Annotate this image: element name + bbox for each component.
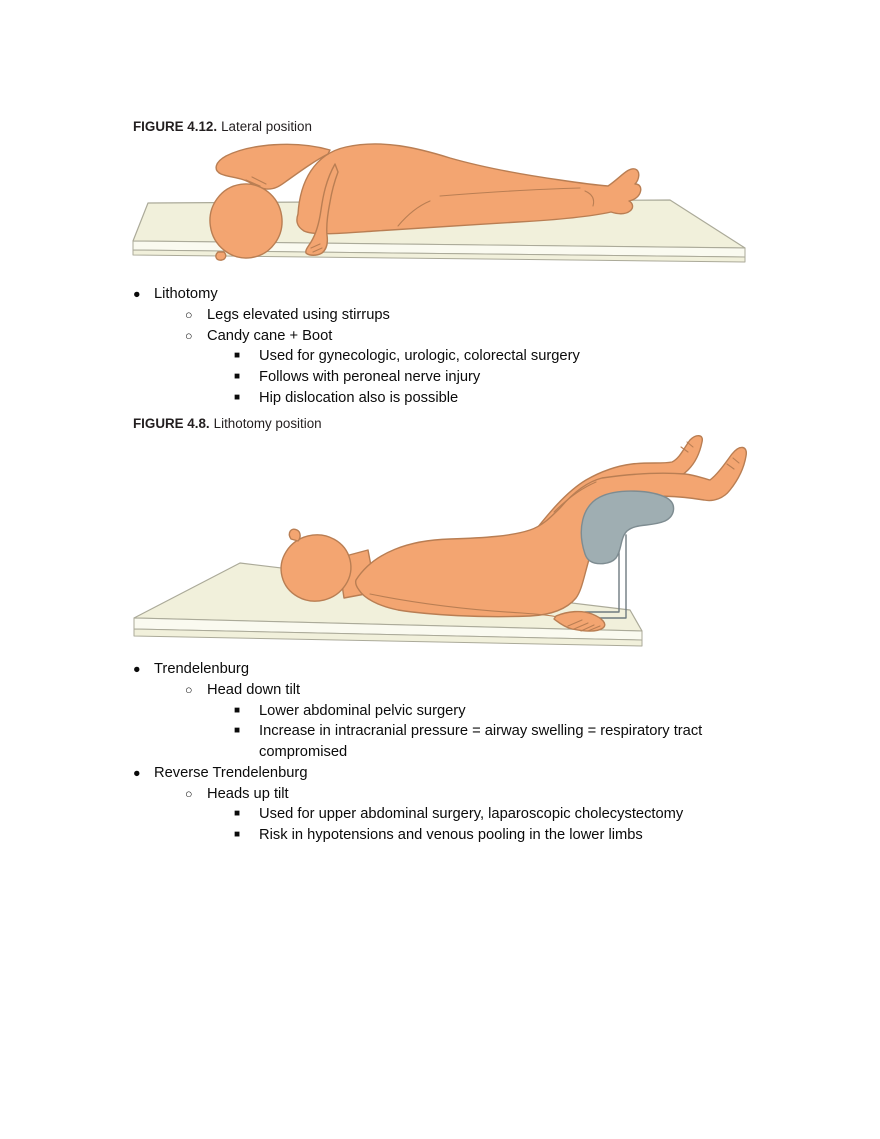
list-item	[133, 804, 749, 825]
list-item	[133, 825, 749, 846]
list-item-text: Hip dislocation also is possible	[259, 389, 459, 406]
patient-nose	[289, 529, 300, 541]
bullet-square-icon: ■	[234, 350, 241, 362]
bullet-disc-icon: ●	[133, 765, 141, 780]
bullet-square-icon: ■	[234, 371, 241, 382]
list-item-text: Risk in hypotensions and venous pooling in the lower limbs	[259, 827, 643, 843]
figure1-label: FIGURE 4.12.	[133, 119, 218, 134]
bullet-list-trendelenburg	[133, 659, 749, 846]
patient-body	[356, 447, 747, 616]
figure1-title: Lateral position	[221, 119, 312, 134]
list-item-text: Lithotomy	[154, 286, 218, 302]
list-item-text: Legs elevated using stirrups	[207, 306, 390, 323]
list-item-text: Head down tilt	[207, 681, 301, 698]
bullet-circle-icon: ○	[185, 328, 193, 343]
list-item	[133, 284, 749, 305]
list-item	[133, 784, 749, 805]
lithotomy-position-illustration	[130, 432, 750, 647]
figure2-label: FIGURE 4.8.	[133, 416, 210, 431]
list-item-text: Increase in intracranial pressure = airway swelling = respiratory tract compromised	[259, 723, 703, 760]
list-item-text: Used for upper abdominal surgery, laparoscopic cholecystectomy	[259, 806, 684, 823]
figure2-caption	[133, 415, 322, 432]
list-item	[133, 721, 749, 763]
bullet-list-lithotomy	[133, 284, 749, 409]
figure1-caption	[133, 118, 312, 135]
list-item	[133, 326, 749, 347]
list-item-text: Used for gynecologic, urologic, colorectal surgery	[259, 348, 580, 365]
list-item-text: Reverse Trendelenburg	[154, 764, 308, 781]
bullet-square-icon: ■	[234, 704, 241, 716]
list-item	[133, 305, 749, 326]
list-item	[133, 388, 749, 409]
patient-chin	[216, 252, 226, 260]
bullet-circle-icon: ○	[185, 307, 193, 322]
list-item	[133, 680, 749, 701]
bullet-square-icon: ■	[234, 808, 241, 820]
list-item-text: Lower abdominal pelvic surgery	[259, 702, 466, 719]
list-item	[133, 701, 749, 722]
list-item-text: Trendelenburg	[154, 661, 249, 677]
figure2-title: Lithotomy position	[213, 416, 322, 431]
bullet-circle-icon: ○	[185, 786, 193, 801]
bullet-square-icon: ■	[234, 829, 241, 840]
bullet-circle-icon: ○	[185, 682, 193, 697]
bullet-disc-icon: ●	[133, 662, 141, 676]
list-item	[133, 367, 749, 388]
list-item-text: Candy cane + Boot	[207, 327, 333, 344]
list-item	[133, 659, 749, 680]
list-item	[133, 763, 749, 784]
bullet-disc-icon: ●	[133, 287, 141, 301]
boot-stirrup-pad	[581, 491, 673, 564]
list-item-text: Heads up tilt	[207, 785, 289, 802]
bullet-square-icon: ■	[234, 391, 241, 403]
list-item	[133, 346, 749, 367]
lateral-position-illustration	[130, 136, 750, 264]
list-item-text: Follows with peroneal nerve injury	[259, 369, 481, 385]
bullet-square-icon: ■	[234, 725, 241, 737]
